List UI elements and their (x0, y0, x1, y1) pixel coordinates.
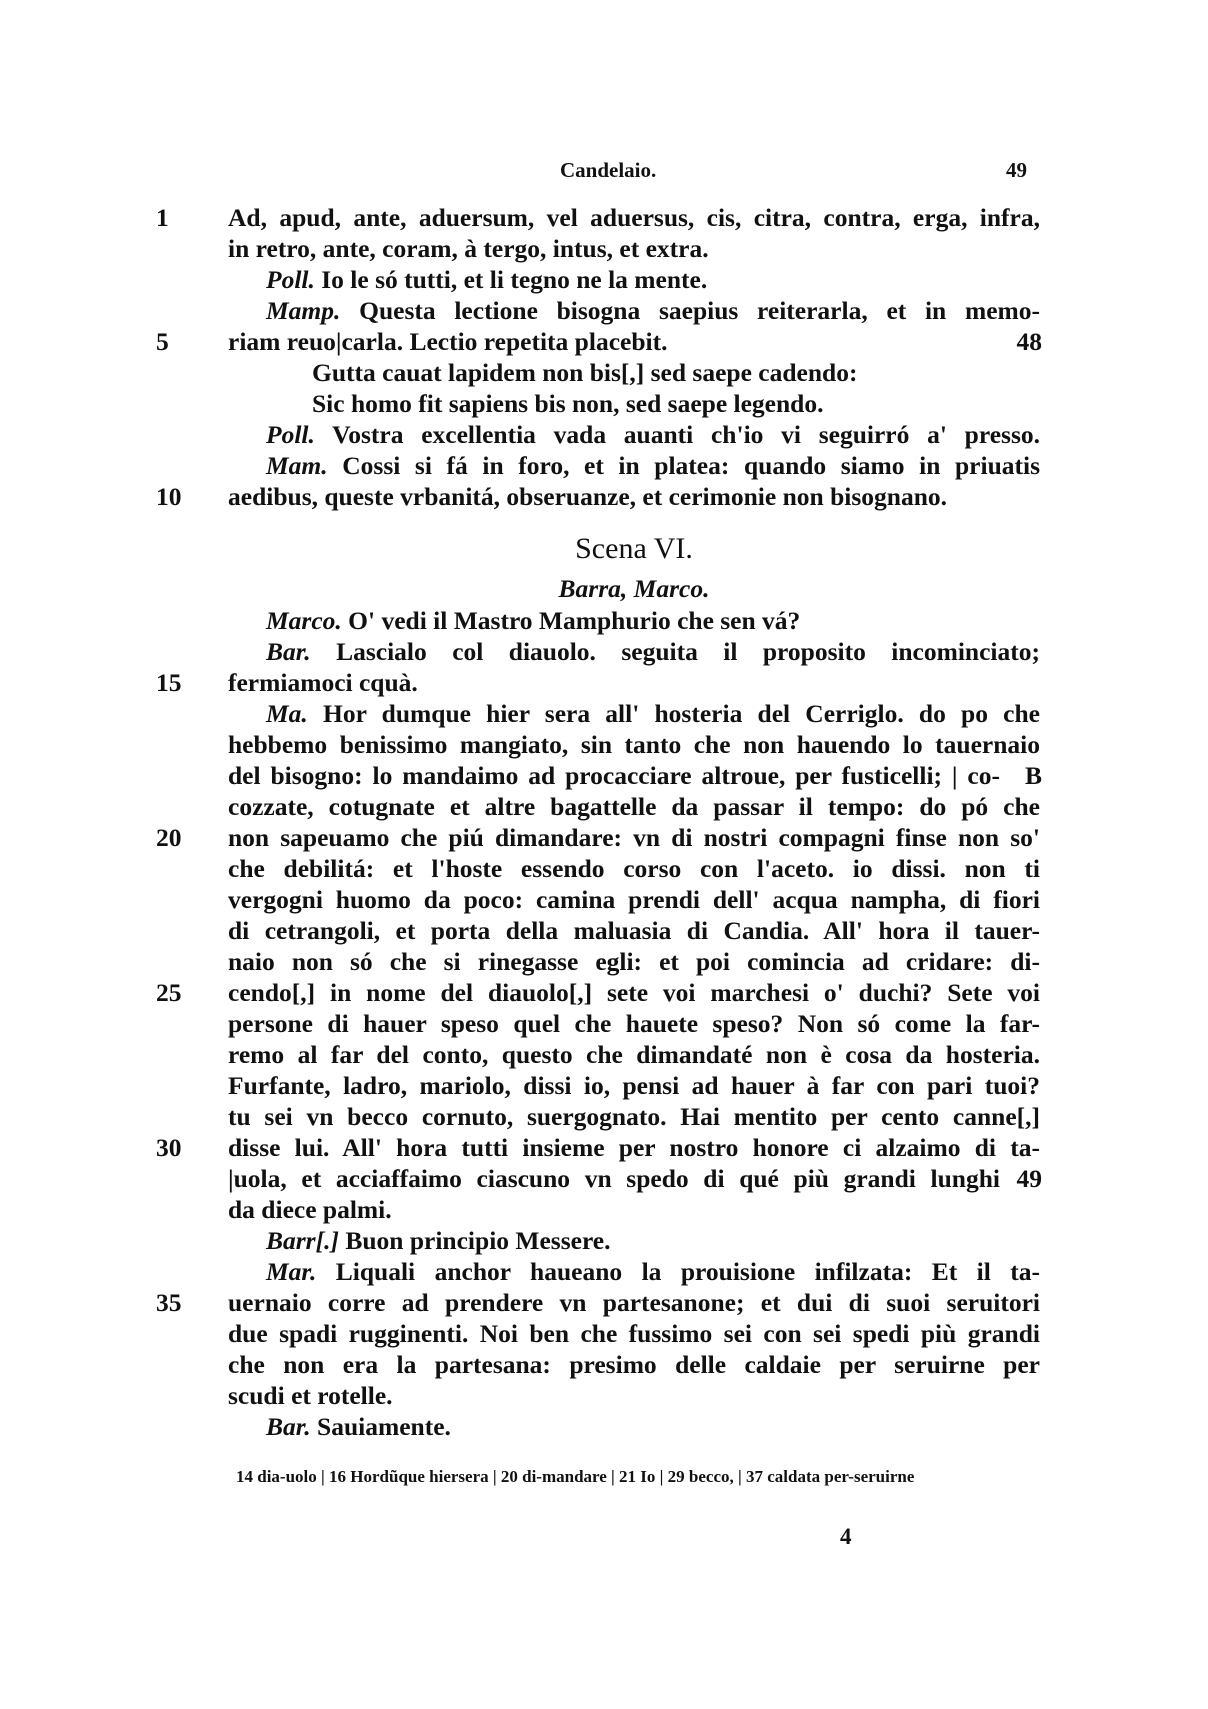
speaker-name: Mamp. (266, 296, 341, 325)
line-text (228, 667, 1040, 698)
line-content: da diece palmi. (228, 1195, 392, 1224)
speaker-name: Marco. (266, 606, 342, 635)
text-line (170, 1070, 1040, 1101)
line-number: 30 (156, 1133, 182, 1162)
text-line (170, 388, 1040, 419)
line-number: 15 (156, 668, 182, 697)
text-line (170, 760, 1040, 791)
line-text (228, 1101, 1040, 1132)
text-line (170, 853, 1040, 884)
line-text (266, 419, 1040, 450)
line-content: Sic homo fit sapiens bis non, sed saepe legendo. (312, 389, 824, 418)
line-text (228, 1318, 1040, 1349)
line-content: Liquali anchor haueano la prouisione infilzata: Et il ta- (335, 1257, 1041, 1286)
line-text (228, 1070, 1040, 1101)
signature-mark: 4 (840, 1524, 852, 1549)
line-content: hebbemo benissimo mangiato, sin tanto che non hauendo lo tauernaio (228, 730, 1040, 759)
line-content: che debilitá: et l'hoste essendo corso con l'aceto. io dissi. non ti (228, 854, 1040, 883)
line-text (266, 450, 1040, 481)
line-content: cozzate, cotugnate et altre bagattelle da passar il tempo: do pó che (228, 792, 1040, 821)
line-text (266, 636, 1040, 667)
text-line (170, 636, 1040, 667)
line-content: O' vedi il Mastro Mamphurio che sen vá? (348, 606, 801, 635)
text-line (170, 729, 1040, 760)
line-text (228, 822, 1040, 853)
text-line (170, 1256, 1040, 1287)
line-text (228, 1039, 1040, 1070)
line-text (228, 946, 1040, 977)
text-line (170, 1163, 1040, 1194)
speaker-name: Mam. (266, 451, 328, 480)
text-line (170, 295, 1040, 326)
line-text (228, 1349, 1040, 1380)
text-line (170, 605, 1040, 636)
text-line (156, 481, 1040, 512)
line-content: due spadi rugginenti. Noi ben che fussimo sei con sei spedi più grandi (228, 1319, 1040, 1348)
line-number: 10 (156, 482, 182, 511)
text-line (156, 667, 1040, 698)
speaker-name: Bar. (266, 1412, 311, 1441)
text-line (156, 977, 1040, 1008)
speaker-name: Ma. (266, 699, 308, 728)
page-number: 49 (1006, 158, 1027, 182)
line-text (228, 853, 1040, 884)
line-text (228, 233, 1040, 264)
speaker-name: Barr[.] (266, 1226, 339, 1255)
line-content: naio non só che si rinegasse egli: et poi comincia ad cridare: di- (228, 947, 1040, 976)
margin-note: B (1024, 761, 1042, 790)
text-line (170, 264, 1040, 295)
line-text (228, 1194, 1040, 1225)
scene-heading: Scena VI. (575, 532, 693, 565)
line-content: Cossi si fá in foro, et in platea: quando siamo in priuatis (342, 451, 1040, 480)
margin-note: 49 (1016, 1164, 1042, 1193)
speaker-name: Poll. (266, 265, 315, 294)
line-content: scudi et rotelle. (228, 1381, 393, 1410)
lines-before-scene (156, 202, 1042, 512)
line-content: Sauiamente. (317, 1412, 451, 1441)
line-content: tu sei vn becco cornuto, suergognato. Hai mentito per cento canne[,] (228, 1102, 1040, 1131)
speaker-name: Poll. (266, 420, 315, 449)
line-text (266, 1256, 1040, 1287)
line-number: 25 (156, 978, 182, 1007)
text-line (170, 233, 1040, 264)
line-content: persone di hauer speso quel che hauete speso? Non só come la far- (228, 1009, 1040, 1038)
line-content: |uola, et acciaffaimo ciascuno vn spedo di qué più grandi lunghi (228, 1164, 1000, 1193)
line-text (228, 1287, 1040, 1318)
text-line (170, 946, 1040, 977)
text-line (170, 1008, 1040, 1039)
line-content: remo al far del conto, questo che dimandaté non è cosa da hosteria. (228, 1040, 1040, 1069)
line-text (228, 884, 1040, 915)
line-text (228, 1380, 1040, 1411)
scene-persons: Barra, Marco. (558, 574, 710, 603)
line-text (228, 729, 1040, 760)
footnote: 14 dia-uolo | 16 Hordũque hiersera | 20 di-mandare | 21 Io | 29 becco, | 37 caldata per-seruirne (236, 1467, 915, 1486)
line-text (228, 481, 1040, 512)
line-content: vergogni huomo da poco: camina prendi dell' acqua nampha, di fiori (228, 885, 1040, 914)
line-text (266, 605, 1040, 636)
line-text (228, 977, 1040, 1008)
text-line (170, 884, 1040, 915)
text-line (170, 1225, 1040, 1256)
running-title: Candelaio. (560, 158, 657, 182)
text-line (170, 1101, 1040, 1132)
margin-note: 48 (1016, 327, 1042, 356)
line-text (228, 791, 1040, 822)
text-line (170, 1194, 1040, 1225)
line-text (228, 915, 1040, 946)
line-content: Gutta cauat lapidem non bis[,] sed saepe cadendo: (312, 358, 858, 387)
line-text (266, 295, 1040, 326)
line-text (266, 264, 1040, 295)
text-line (156, 326, 1042, 357)
line-content: uernaio corre ad prendere vn partesanone; et dui di suoi seruitori (228, 1288, 1040, 1317)
line-content: in retro, ante, coram, à tergo, intus, et extra. (228, 234, 709, 263)
text-line (170, 791, 1040, 822)
text-line (170, 419, 1040, 450)
line-text (312, 357, 1040, 388)
line-content: Io le só tutti, et li tegno ne la mente. (321, 265, 708, 294)
line-content: di cetrangoli, et porta della maluasia di Candia. All' hora il tauer- (228, 916, 1040, 945)
line-content: che non era la partesana: presimo delle caldaie per seruirne per (228, 1350, 1040, 1379)
speaker-name: Mar. (266, 1257, 317, 1286)
text-line (156, 1132, 1040, 1163)
line-content: aedibus, queste vrbanitá, obseruanze, et cerimonie non bisognano. (228, 482, 948, 511)
text-line (170, 915, 1040, 946)
line-text (312, 388, 1040, 419)
line-number: 20 (156, 823, 182, 852)
line-content: disse lui. All' hora tutti insieme per nostro honore ci alzaimo di ta- (228, 1133, 1040, 1162)
line-number: 35 (156, 1288, 182, 1317)
speaker-name: Bar. (266, 637, 311, 666)
line-content: non sapeuamo che piú dimandare: vn di nostri compagni finse non so' (228, 823, 1040, 852)
line-content: Questa lectione bisogna saepius reiterarla, et in memo- (359, 296, 1041, 325)
text-line (170, 1318, 1040, 1349)
text-line (170, 357, 1040, 388)
line-text (266, 1225, 1040, 1256)
line-text (266, 1411, 1040, 1442)
line-content: Hor dumque hier sera all' hosteria del Cerriglo. do po che (323, 699, 1041, 728)
line-text (228, 760, 1000, 791)
line-text (228, 1008, 1040, 1039)
line-content: Vostra excellentia vada auanti ch'io vi seguirró a' presso. (332, 420, 1040, 449)
text-line (170, 698, 1040, 729)
text-line (156, 1287, 1040, 1318)
line-content: del bisogno: lo mandaimo ad procacciare altroue, per fusticelli; | co- (228, 761, 1000, 790)
text-line (156, 822, 1040, 853)
text-block (156, 202, 1042, 1442)
line-content: Furfante, ladro, mariolo, dissi io, pensi ad hauer à far con pari tuoi? (228, 1071, 1040, 1100)
text-line (170, 1411, 1040, 1442)
line-content: riam reuo|carla. Lectio repetita placebit. (228, 327, 668, 356)
line-content: Ad, apud, ante, aduersum, vel aduersus, cis, citra, contra, erga, infra, (228, 203, 1040, 232)
line-text (228, 1132, 1040, 1163)
line-content: Lascialo col diauolo. seguita il proposito incominciato; (336, 637, 1041, 666)
lines-after-scene (156, 605, 1042, 1442)
line-number: 5 (156, 327, 169, 356)
text-line (170, 1349, 1040, 1380)
line-content: Buon principio Messere. (345, 1226, 611, 1255)
line-content: cendo[,] in nome del diauolo[,] sete voi marchesi o' duchi? Sete voi (228, 978, 1040, 1007)
line-text (228, 1163, 1000, 1194)
text-line (170, 450, 1040, 481)
line-text (228, 326, 1000, 357)
line-text (266, 698, 1040, 729)
line-number: 1 (156, 203, 169, 232)
text-line (170, 1380, 1040, 1411)
line-text (228, 202, 1040, 233)
text-line (156, 202, 1040, 233)
line-content: fermiamoci cquà. (228, 668, 418, 697)
text-line (170, 1039, 1040, 1070)
